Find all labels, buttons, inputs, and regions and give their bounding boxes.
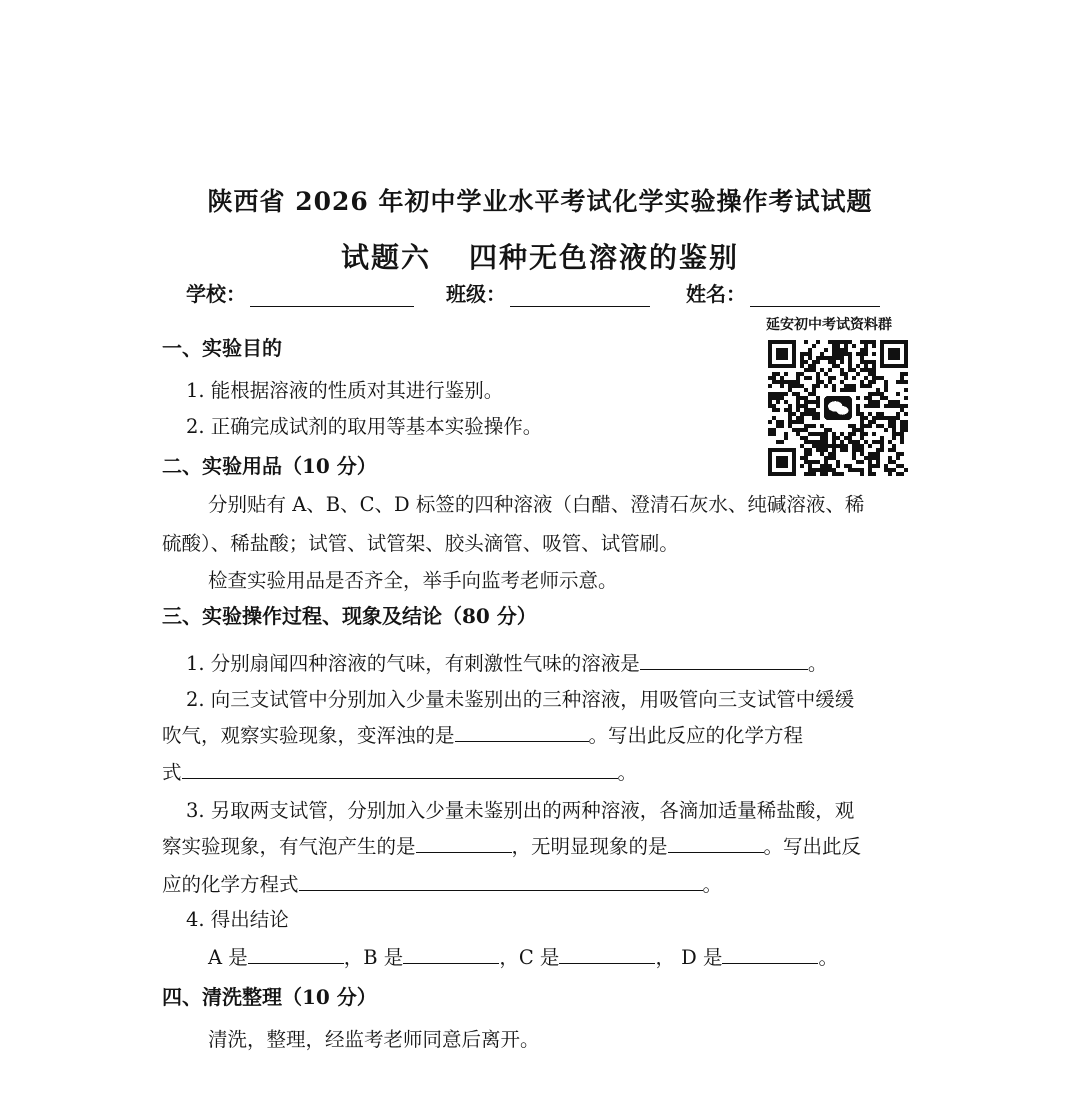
q3-bubbles-blank[interactable] bbox=[416, 832, 512, 853]
school-field[interactable] bbox=[186, 278, 414, 307]
q4-conclusion bbox=[208, 942, 838, 970]
q2-line-3-a: 式 bbox=[162, 761, 182, 784]
q2-line-2 bbox=[162, 720, 803, 748]
q3-line-3-a: 应的化学方程式 bbox=[162, 873, 299, 896]
q4-a-label: A 是 bbox=[208, 946, 248, 969]
q1-answer-blank[interactable] bbox=[640, 649, 808, 670]
q3-line-2-a: 察实验现象，有气泡产生的是 bbox=[162, 835, 416, 858]
sub-title-number: 试题六 bbox=[340, 241, 431, 274]
name-field[interactable] bbox=[686, 278, 880, 307]
name-label: 姓名： bbox=[686, 282, 746, 306]
section-2-title: 二、实验用品（10 分） bbox=[162, 454, 377, 478]
s2-check: 检查实验用品是否齐全，举手向监考老师示意。 bbox=[208, 569, 618, 592]
q3-equation-blank[interactable] bbox=[299, 870, 703, 891]
class-label: 班级： bbox=[446, 282, 506, 306]
q2-line-3 bbox=[162, 757, 637, 785]
q2-line-2-b: 。写出此反应的化学方程 bbox=[588, 724, 804, 747]
section-3-title: 三、实验操作过程、现象及结论（80 分） bbox=[162, 604, 537, 628]
q4-d-label: ， D 是 bbox=[655, 946, 723, 969]
qr-caption: 延安初中考试资料群 bbox=[766, 317, 892, 333]
qr-code-image bbox=[768, 340, 908, 476]
q4-d-blank[interactable] bbox=[722, 943, 818, 964]
q4-c-label: ，C 是 bbox=[499, 946, 560, 969]
s1-item-2: 2. 正确完成试剂的取用等基本实验操作。 bbox=[186, 415, 543, 438]
q3-line-3-b: 。 bbox=[702, 873, 723, 896]
q4-c-blank[interactable] bbox=[559, 943, 655, 964]
sub-title-topic: 四种无色溶液的鉴别 bbox=[469, 241, 740, 274]
q3-line-2-c: 。写出此反 bbox=[763, 835, 862, 858]
q3-line-2 bbox=[162, 831, 861, 859]
name-blank[interactable] bbox=[750, 284, 880, 307]
q2-turbid-blank[interactable] bbox=[455, 721, 589, 742]
q4-b-blank[interactable] bbox=[403, 943, 499, 964]
q2-line-2-a: 吹气，观察实验现象，变浑浊的是 bbox=[162, 724, 455, 747]
s4-text: 清洗，整理，经监考老师同意后离开。 bbox=[208, 1028, 540, 1051]
q3-line-1: 3. 另取两支试管，分别加入少量未鉴别出的两种溶液，各滴加适量稀盐酸，观 bbox=[186, 799, 855, 822]
sub-title bbox=[0, 236, 1080, 276]
section-1-title: 一、实验目的 bbox=[162, 336, 282, 360]
q3-line-3 bbox=[162, 869, 722, 897]
q4-b-label: ，B 是 bbox=[343, 946, 404, 969]
qr-code bbox=[768, 340, 908, 476]
q4-a-blank[interactable] bbox=[248, 943, 344, 964]
q2-equation-blank[interactable] bbox=[182, 758, 618, 779]
s1-item-1: 1. 能根据溶液的性质对其进行鉴别。 bbox=[186, 379, 504, 402]
q1 bbox=[186, 648, 827, 676]
q3-line-2-b: ，无明显现象的是 bbox=[511, 835, 668, 858]
school-blank[interactable] bbox=[250, 284, 414, 307]
q1-text: 1. 分别扇闻四种溶液的气味，有刺激性气味的溶液是 bbox=[186, 652, 640, 675]
q3-no-change-blank[interactable] bbox=[668, 832, 764, 853]
class-blank[interactable] bbox=[510, 284, 650, 307]
q4-title: 4. 得出结论 bbox=[186, 908, 289, 931]
q2-line-1: 2. 向三支试管中分别加入少量未鉴别出的三种溶液，用吸管向三支试管中缓缓 bbox=[186, 688, 855, 711]
class-field[interactable] bbox=[446, 278, 650, 307]
q2-line-3-b: 。 bbox=[617, 761, 638, 784]
s2-para-line-1: 分别贴有 A、B、C、D 标签的四种溶液（白醋、澄清石灰水、纯碱溶液、稀 bbox=[208, 493, 865, 516]
q1-end: 。 bbox=[807, 652, 828, 675]
main-title: 陕西省 2026 年初中学业水平考试化学实验操作考试试题 bbox=[207, 187, 873, 216]
q4-end: 。 bbox=[818, 946, 838, 969]
school-label: 学校： bbox=[186, 282, 246, 306]
section-4-title: 四、清洗整理（10 分） bbox=[162, 985, 377, 1009]
s2-para-line-2: 硫酸）、稀盐酸；试管、试管架、胶头滴管、吸管、试管刷。 bbox=[162, 532, 679, 555]
